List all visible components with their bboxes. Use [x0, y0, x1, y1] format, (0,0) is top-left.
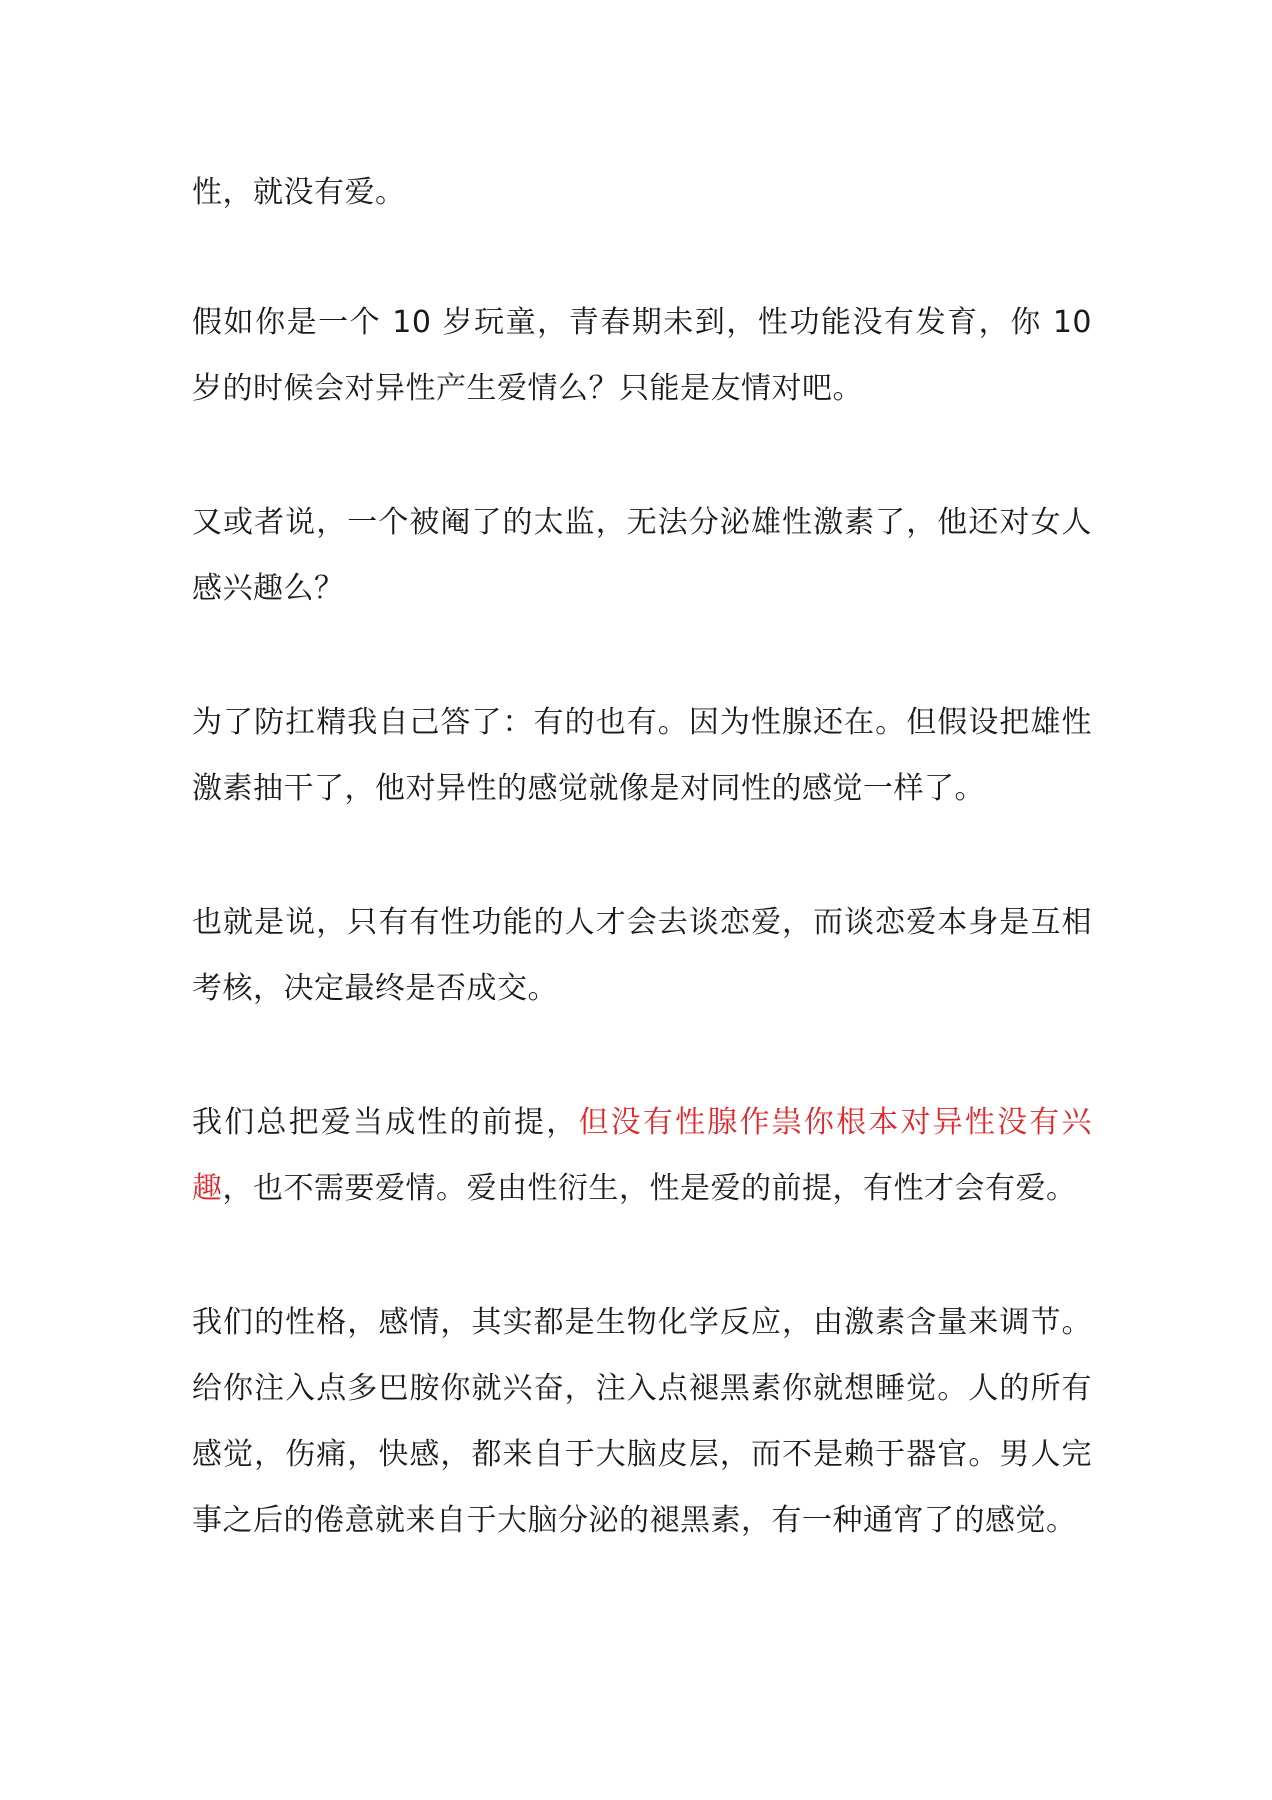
paragraph-4: 为了防扛精我自己答了：有的也有。因为性腺还在。但假设把雄性激素抽干了，他对异性的感觉就像是对同性的感觉一样了。 [192, 705, 1092, 806]
paragraph-7: 我们的性格，感情，其实都是生物化学反应，由激素含量来调节。给你注入点多巴胺你就兴奋，注入点褪黑素你就想睡觉。人的所有感觉，伤痛，快感，都来自于大脑皮层，而不是赖于器官。男人完事之后的倦意就来自于大脑分泌的褪黑素，有一种通宵了的感觉。 [192, 1305, 1092, 1538]
highlighted-text: 但没有性腺作祟你根本对异性没有兴趣 [192, 1105, 1093, 1206]
paragraph-1: 性，就没有爱。 [192, 175, 406, 210]
paragraph-6 [192, 1090, 1092, 1222]
paragraph-6-tail: ，也不需要爱情。爱由性衍生，性是爱的前提，有性才会有爱。 [222, 1171, 1077, 1206]
paragraph-6-lead: 我们总把爱当成性的前提， [192, 1105, 579, 1140]
paragraph-3: 又或者说，一个被阉了的太监，无法分泌雄性激素了，他还对女人感兴趣么？ [192, 505, 1092, 606]
paragraph-5: 也就是说，只有有性功能的人才会去谈恋爱，而谈恋爱本身是互相考核，决定最终是否成交。 [192, 905, 1092, 1006]
paragraph-2: 假如你是一个 10 岁玩童，青春期未到，性功能没有发育，你 10 岁的时候会对异性产生爱情么？只能是友情对吧。 [192, 305, 1092, 406]
